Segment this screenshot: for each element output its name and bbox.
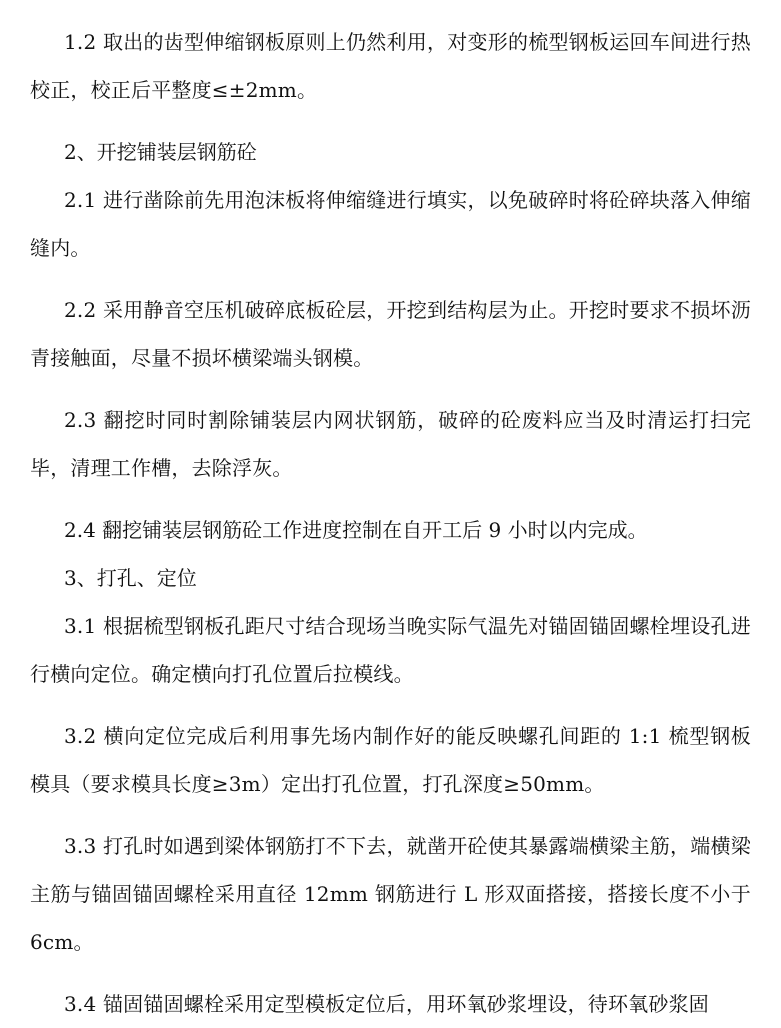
paragraph-3-3: 3.3 打孔时如遇到梁体钢筋打不下去，就凿开砼使其暴露端横梁主筋，端横梁主筋与锚固锚固螺栓采用直径 12mm 钢筋进行 L 形双面搭接，搭接长度不小于 6cm。 bbox=[30, 834, 751, 954]
paragraph-3-1: 3.1 根据梳型钢板孔距尺寸结合现场当晚实际气温先对锚固锚固螺栓埋设孔进行横向定位。确定横向打孔位置后拉模线。 bbox=[30, 614, 751, 686]
paragraph-3-4: 3.4 锚固锚固螺栓采用定型模板定位后，用环氧砂浆埋设，待环氧砂浆固 bbox=[64, 992, 709, 1016]
paragraph-1-2: 1.2 取出的齿型伸缩钢板原则上仍然利用，对变形的梳型钢板运回车间进行热校正，校正后平整度≤±2mm。 bbox=[30, 30, 751, 102]
paragraph-2-2: 2.2 采用静音空压机破碎底板砼层，开挖到结构层为止。开挖时要求不损坏沥青接触面，尽量不损坏横梁端头钢模。 bbox=[30, 298, 751, 370]
paragraph-2-4: 2.4 翻挖铺装层钢筋砼工作进度控制在自开工后 9 小时以内完成。 bbox=[64, 518, 648, 542]
section-heading-3: 3、打孔、定位 bbox=[64, 566, 197, 590]
paragraph-2-3: 2.3 翻挖时同时割除铺装层内网状钢筋，破碎的砼废料应当及时清运打扫完毕，清理工作槽，去除浮灰。 bbox=[30, 408, 751, 480]
section-heading-2: 2、开挖铺装层钢筋砼 bbox=[64, 140, 257, 164]
paragraph-2-1: 2.1 进行凿除前先用泡沫板将伸缩缝进行填实，以免破碎时将砼碎块落入伸缩缝内。 bbox=[30, 188, 751, 260]
paragraph-3-2: 3.2 横向定位完成后利用事先场内制作好的能反映螺孔间距的 1:1 梳型钢板模具（要求模具长度≥3m）定出打孔位置，打孔深度≥50mm。 bbox=[30, 724, 751, 796]
